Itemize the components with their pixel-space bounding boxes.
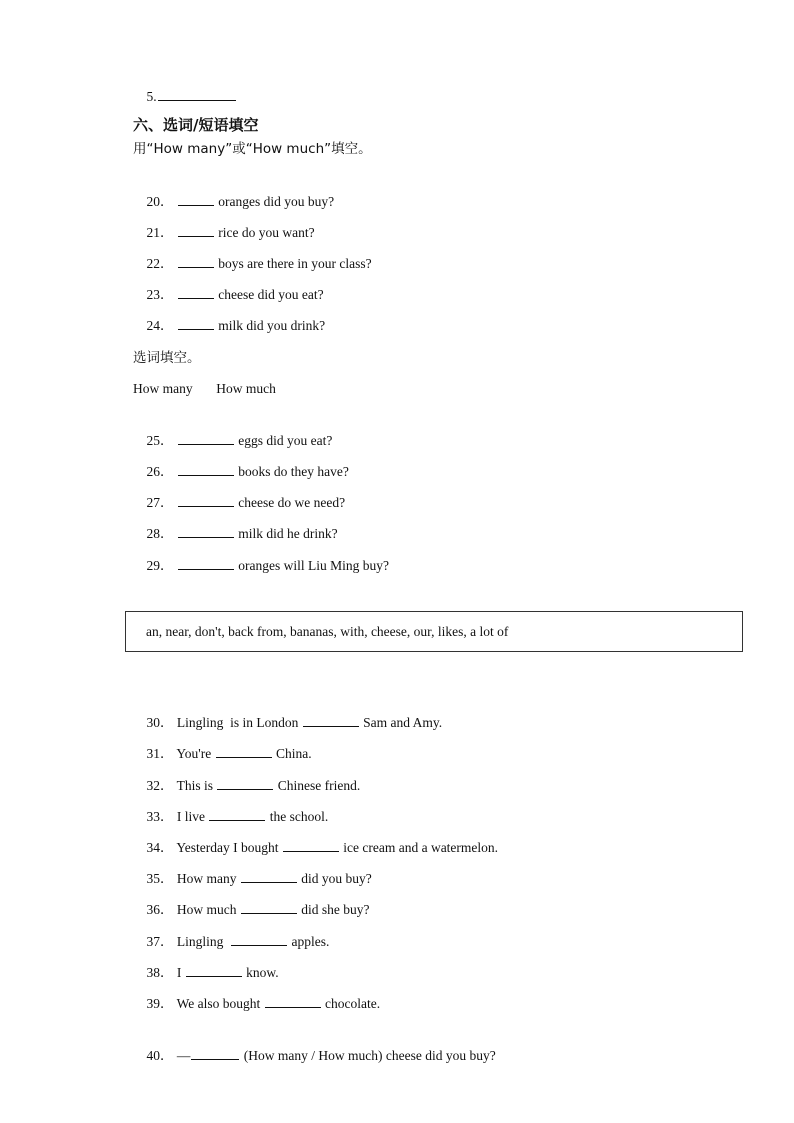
item-number: 28．: [146, 526, 174, 541]
question-40: [133, 1027, 496, 1083]
answer-blank[interactable]: [178, 523, 234, 538]
item-number: 5.: [146, 89, 157, 104]
question-text: the school.: [269, 809, 329, 824]
item-number: 34．: [146, 840, 174, 855]
answer-blank[interactable]: [265, 993, 321, 1008]
item-number: 29．: [146, 558, 174, 573]
item-number: 24．: [146, 318, 174, 333]
question-text: (How many / How much) cheese did you buy?: [243, 1048, 496, 1063]
item-number: 40．: [146, 1048, 174, 1063]
part2-instruction: 选词填空。: [133, 350, 201, 366]
item-number: 31．: [146, 746, 174, 761]
question-text: oranges will Liu Ming buy?: [238, 558, 389, 573]
question-text: know.: [246, 965, 279, 980]
question-text: rice do you want?: [218, 225, 315, 240]
item-number: 32．: [146, 778, 174, 793]
question-prefix: This is: [176, 778, 214, 793]
item-number: 21．: [146, 225, 174, 240]
question-prefix: —: [176, 1048, 191, 1063]
answer-blank[interactable]: [191, 1045, 239, 1060]
section-title: 六、选词/短语填空: [133, 116, 259, 134]
item-number: 36．: [146, 902, 174, 917]
question-24: [133, 297, 325, 353]
question-prefix: Lingling: [176, 934, 224, 949]
word-bank-text: an, near, don't, back from, bananas, with, cheese, our, likes, a lot of: [146, 624, 509, 639]
item-number: 35．: [146, 871, 174, 886]
question-39: [133, 975, 380, 1031]
question-prefix: How much: [176, 902, 237, 917]
question-text: Chinese friend.: [277, 778, 361, 793]
item-number: 37．: [146, 934, 174, 949]
question-29: [133, 537, 389, 593]
question-text: did you buy?: [301, 871, 372, 886]
question-text: milk did he drink?: [238, 526, 338, 541]
item-number: 33．: [146, 809, 174, 824]
answer-blank[interactable]: [158, 86, 236, 101]
answer-blank[interactable]: [216, 743, 272, 758]
question-prefix: You're: [176, 746, 212, 761]
question-text: boys are there in your class?: [218, 256, 372, 271]
question-text: milk did you drink?: [218, 318, 326, 333]
item-number: 26．: [146, 464, 174, 479]
item-number: 30．: [146, 715, 174, 730]
question-text: China.: [275, 746, 312, 761]
question-text: apples.: [291, 934, 330, 949]
answer-blank[interactable]: [178, 315, 214, 330]
question-text: chocolate.: [325, 996, 381, 1011]
item-number: 23．: [146, 287, 174, 302]
question-text: books do they have?: [238, 464, 349, 479]
question-text: eggs did you eat?: [238, 433, 333, 448]
question-text: did she buy?: [301, 902, 370, 917]
question-text: oranges did you buy?: [218, 194, 335, 209]
question-text: cheese do we need?: [238, 495, 346, 510]
question-text: Sam and Amy.: [363, 715, 443, 730]
item-number: 27．: [146, 495, 174, 510]
item-number: 22．: [146, 256, 174, 271]
word-options: How many How much: [133, 381, 276, 396]
question-prefix: Yesterday I bought: [176, 840, 279, 855]
answer-blank[interactable]: [241, 899, 297, 914]
question-text: cheese did you eat?: [218, 287, 324, 302]
section-instruction: 用“How many”或“How much”填空。: [133, 141, 372, 157]
word-bank-box: [125, 611, 743, 652]
question-text: ice cream and a watermelon.: [343, 840, 499, 855]
item-number: 38．: [146, 965, 174, 980]
question-prefix: Lingling is in London: [176, 715, 299, 730]
question-prefix: I live: [176, 809, 205, 824]
item-number: 20．: [146, 194, 174, 209]
question-prefix: I: [176, 965, 182, 980]
question-prefix: We also bought: [176, 996, 261, 1011]
question-prefix: How many: [176, 871, 237, 886]
item-number: 39．: [146, 996, 174, 1011]
answer-blank[interactable]: [178, 555, 234, 570]
item-number: 25．: [146, 433, 174, 448]
